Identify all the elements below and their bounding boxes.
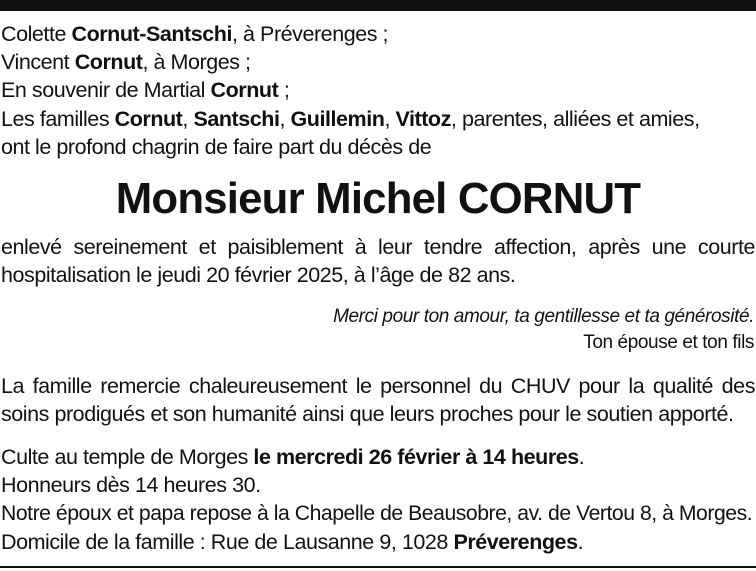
bottom-border xyxy=(0,566,756,568)
family-line-families: Les familles Cornut, Santschi, Guillemin, Vittoz, parentes, alliées et amies, xyxy=(1,107,700,131)
family-line-vincent: Vincent Cornut, à Morges ; xyxy=(1,50,251,74)
announcement-line-1: enlevé sereinement et paisiblement à leur tendre affection, après une courte xyxy=(1,235,755,259)
thanks-line-2: soins prodigués et son humanité ainsi que leurs proches pour le soutien apporté. xyxy=(1,402,734,426)
service-line-domicile: Domicile de la famille : Rue de Lausanne 9, 1028 Préverenges. xyxy=(1,530,584,554)
family-line-memory: En souvenir de Martial Cornut ; xyxy=(1,78,290,102)
service-line-honneurs: Honneurs dès 14 heures 30. xyxy=(1,473,261,497)
announcement-line-2: hospitalisation le jeudi 20 février 2025, à l’âge de 82 ans. xyxy=(1,263,516,287)
family-line-grief: ont le profond chagrin de faire part du décès de xyxy=(1,135,432,159)
service-line-culte: Culte au temple de Morges le mercredi 26 février à 14 heures. xyxy=(1,445,585,469)
quote-text: Merci pour ton amour, ta gentillesse et ta générosité. xyxy=(333,306,754,327)
service-line-chapelle: Notre époux et papa repose à la Chapelle de Beausobre, av. de Vertou 8, à Morges. xyxy=(1,502,753,525)
family-line-colette: Colette Cornut-Santschi, à Préverenges ; xyxy=(1,22,389,46)
thanks-line-1: La famille remercie chaleureusement le personnel du CHUV pour la qualité des xyxy=(1,374,755,398)
top-border xyxy=(0,0,756,11)
deceased-name: Monsieur Michel CORNUT xyxy=(115,174,641,223)
quote-signature: Ton épouse et ton fils xyxy=(583,332,754,353)
